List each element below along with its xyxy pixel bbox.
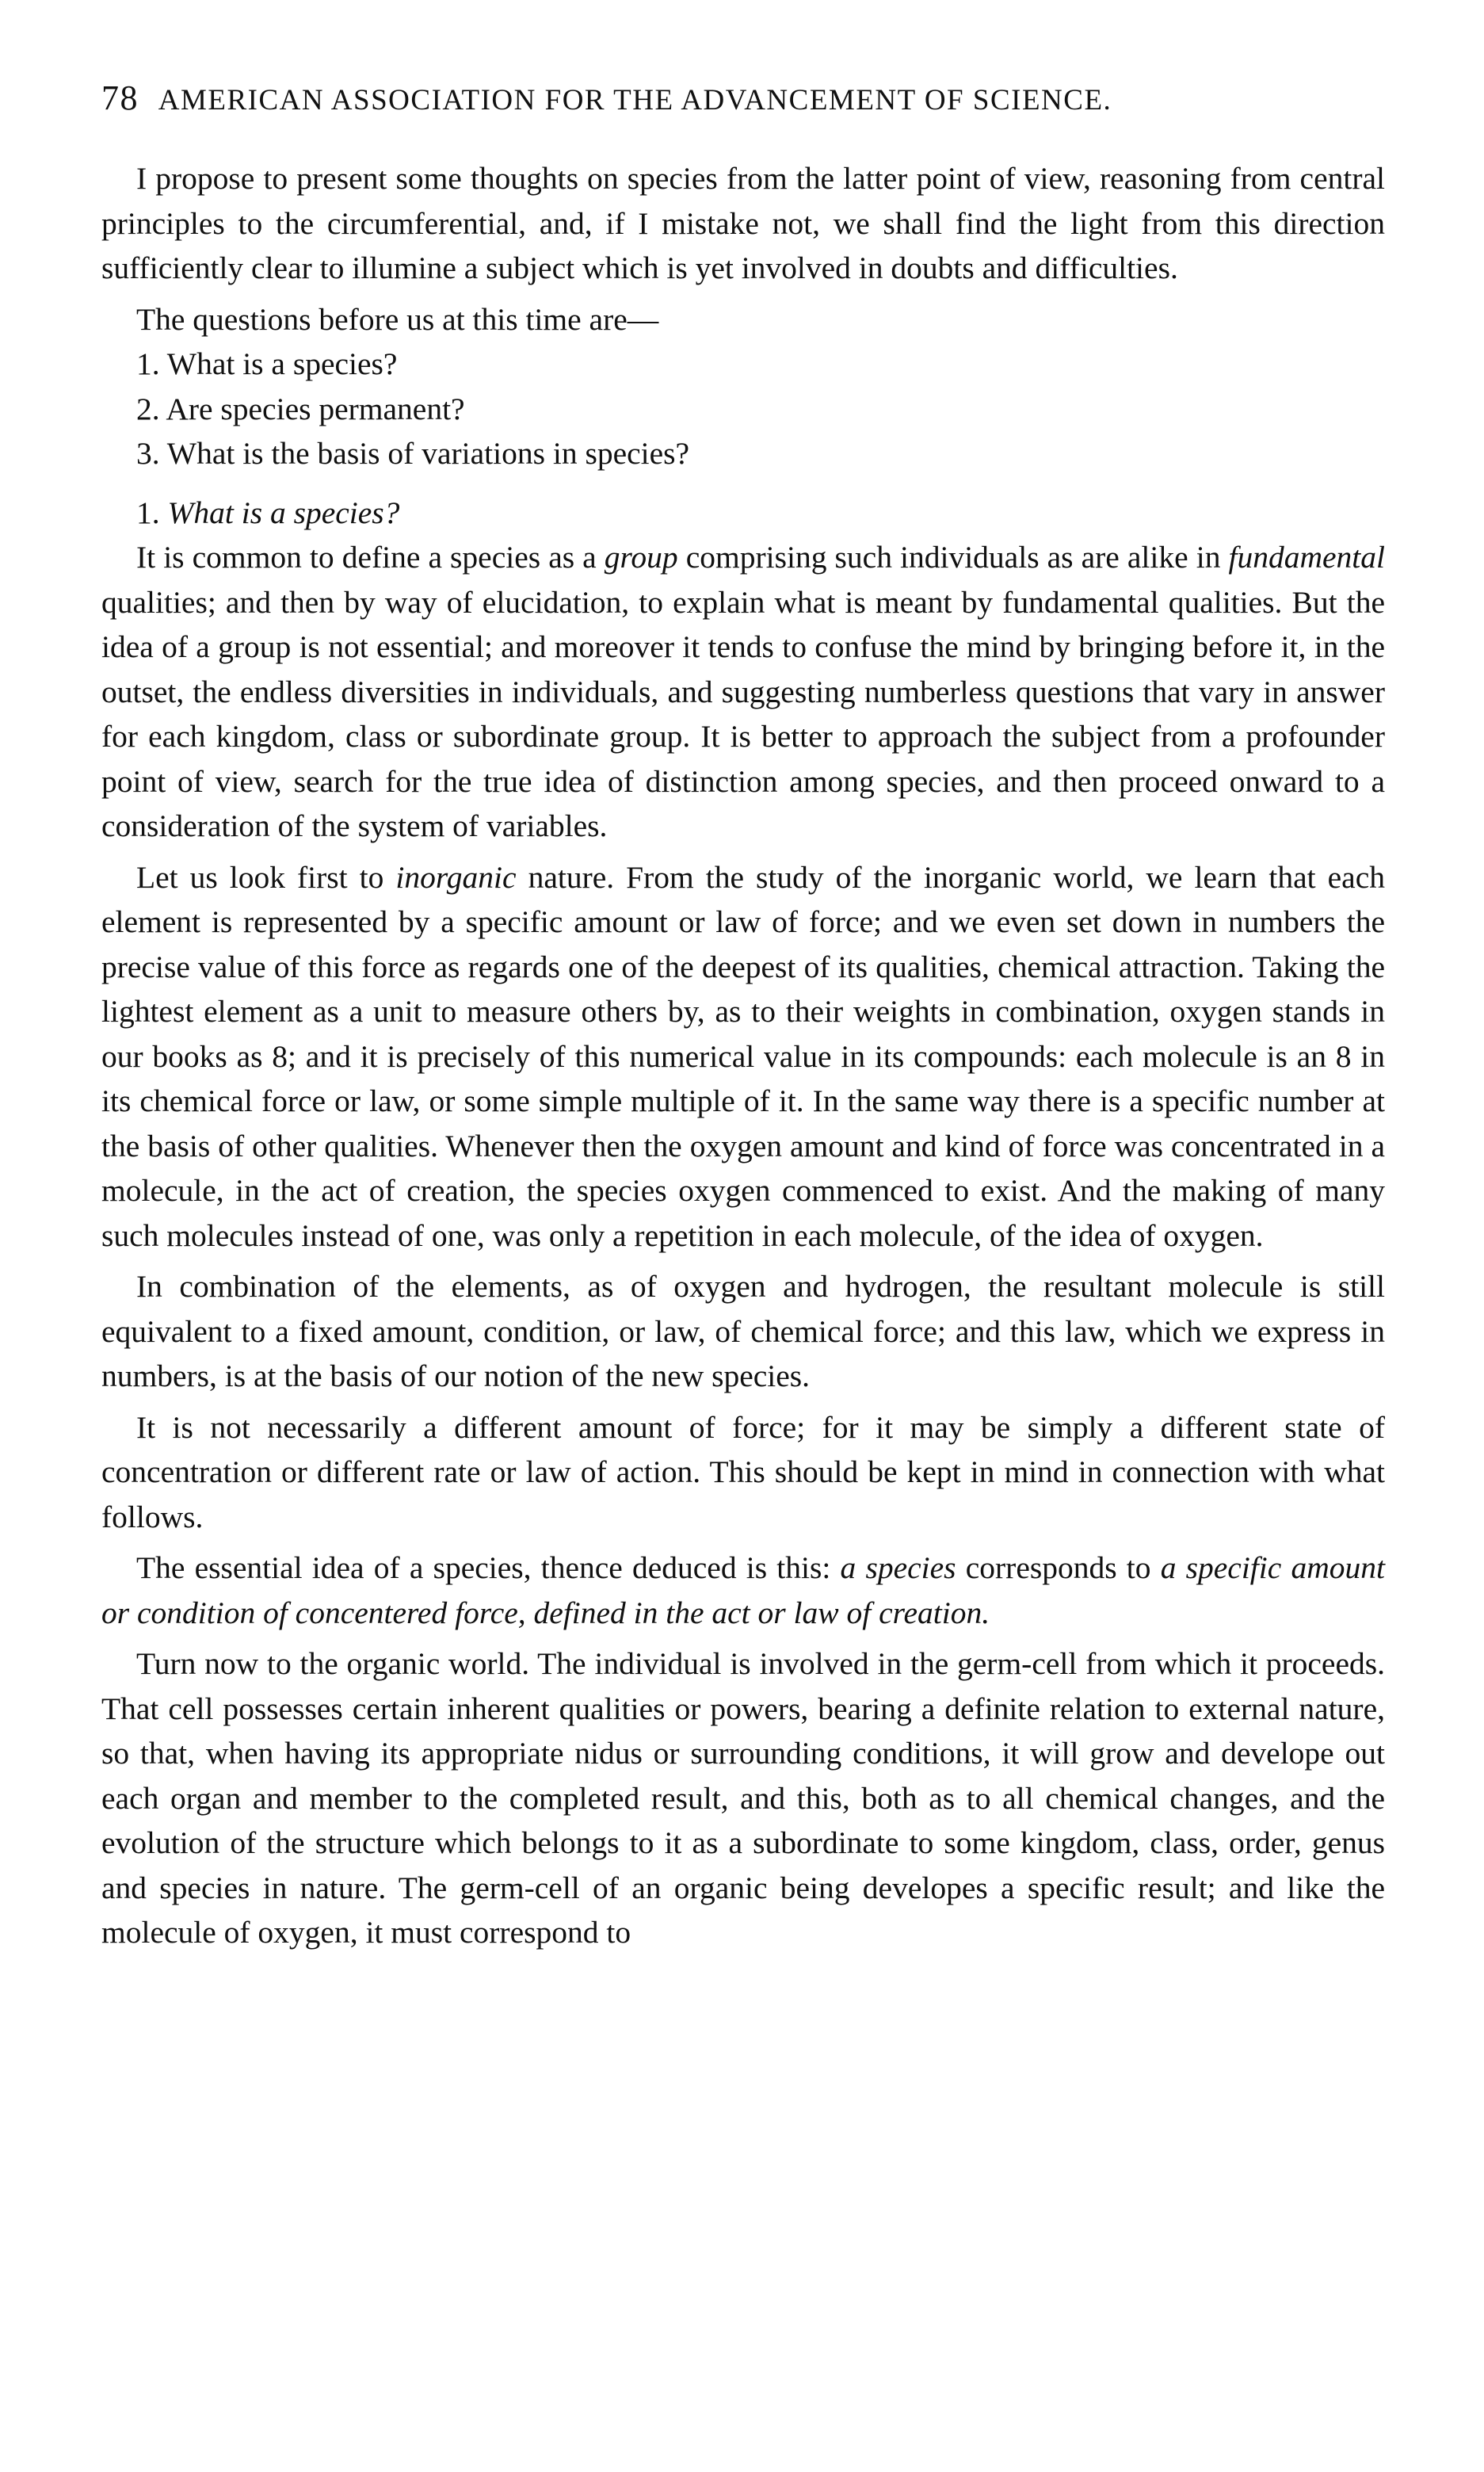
question-item: 3. What is the basis of variations in species? <box>136 436 690 471</box>
paragraph-force: It is not necessarily a different amount of force; for it may be simply a different state of concentration or different rate or law of action. This should be kept in mind in connection with what follows. <box>101 1409 1385 1534</box>
emphasis-inorganic: inorganic <box>395 859 517 895</box>
paragraph-organic: Turn now to the organic world. The individual is involved in the germ-cell from which it proceeds. That cell possesses certain inherent qualities or powers, bearing a definite relation to external nature, so that, when having its appropriate nidus or surrounding conditions, it will grow and develope out each organ and member to the completed result, and this, both as to all chemical changes, and the evolution of the structure which belongs to it as a subordinate to some kingdom, class, order, genus and species in nature. The germ-cell of an organic being developes a specific result; and like the molecule of oxygen, it must correspond to <box>101 1646 1385 1950</box>
page <box>101 76 1385 1962</box>
text-run: qualities; and then by way of elucidation, to explain what is meant by fundamental qualities. But the idea of a group is not essential; and moreover it tends to confuse the mind by bringing before it, in the outset, the endless diversities in individuals, and suggesting numberless questions that vary in answer for each kingdom, class or subordinate group. It is better to approach the subject from a profounder point of view, search for the true idea of distinction among species, and then proceed onward to a consideration of the system of variables. <box>101 584 1385 843</box>
paragraph-intro: I propose to present some thoughts on species from the latter point of view, reasoning from central principles to the circumferential, and, if I mistake not, we shall find the light from this direction sufficiently clear to illumine a subject which is yet involved in doubts and difficulties. <box>101 161 1385 285</box>
paragraph-combination: In combination of the elements, as of oxygen and hydrogen, the resultant molecule is still equivalent to a fixed amount, condition, or law, of chemical force; and this law, which we express in numbers, is at the basis of our notion of the new species. <box>101 1269 1385 1393</box>
page-number: 78 <box>101 78 139 117</box>
emphasis-definition: a specific amount or condition of concentered force, defined in the act or law of creation. <box>101 1550 1385 1630</box>
text-run: corresponds to <box>956 1550 1161 1585</box>
question-item: 2. Are species permanent? <box>136 391 465 426</box>
emphasis-fundamental: fundamental <box>1228 540 1385 575</box>
question-item: 1. What is a species? <box>136 346 398 381</box>
text-run: nature. From the study of the inorganic world, we learn that each element is represented by a specific amount or law of force; and we even set down in numbers the precise value of this force as regards one of the deepest of its qualities, chemical attraction. Taking the lightest element as a unit to measure others by, as to their weights in combination, oxygen stands in our books as 8; and it is precisely of this numerical value in its compounds: each molecule is an 8 in its chemical force or law, or some simple multiple of it. In the same way there is a specific number at the basis of other qualities. Whenever then the oxygen amount and kind of force was concentrated in a molecule, in the act of creation, the species oxygen commenced to exist. And the making of many such molecules instead of one, was only a repetition in each molecule, of the idea of oxygen. <box>101 859 1385 1253</box>
running-head <box>101 76 1385 123</box>
text-run: The essential idea of a species, thence deduced is this: <box>136 1550 841 1585</box>
section-heading <box>101 491 1385 536</box>
body-text <box>101 156 1385 1955</box>
text-run: It is common to define a species as a <box>136 540 605 575</box>
paragraph-inorganic <box>101 855 1385 1259</box>
running-title: AMERICAN ASSOCIATION FOR THE ADVANCEMENT OF SCIENCE. <box>158 84 1112 117</box>
paragraph-definition <box>101 535 1385 849</box>
emphasis-group: group <box>604 540 678 575</box>
text-run: Let us look first to <box>136 859 396 895</box>
section-number: 1. <box>136 495 160 530</box>
section-title: What is a species? <box>167 495 400 530</box>
text-run: comprising such individuals as are alike in <box>677 540 1229 575</box>
emphasis-species: a species <box>840 1550 956 1585</box>
paragraph-essential-idea <box>101 1545 1385 1635</box>
questions-intro: The questions before us at this time are— <box>136 301 659 337</box>
